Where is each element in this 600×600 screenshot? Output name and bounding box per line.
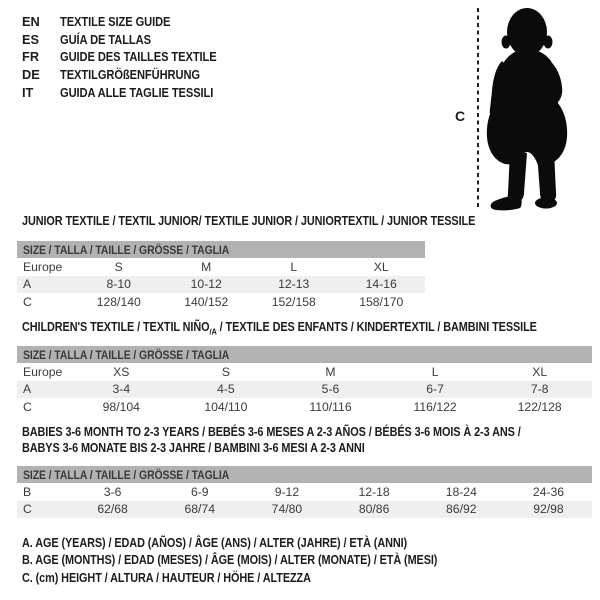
footnote-b: B. AGE (MONTHS) / EDAD (MESES) / ÂGE (MOIS) / ALTER (MONATE) / ETÀ (MESI) [22, 553, 438, 568]
height-dashed-line [477, 8, 479, 207]
table-cell: Europe [23, 259, 63, 274]
table-cell: 18-24 [445, 484, 477, 499]
language-label: GUIDA ALLE TAGLIE TESSILI [60, 84, 214, 100]
table-cell: 116/122 [413, 399, 457, 414]
table-cell: 140/152 [184, 294, 229, 309]
table-cell: 3-4 [112, 382, 131, 397]
language-code: ES [22, 31, 40, 47]
table-cell: 98/104 [102, 399, 140, 414]
table-row [17, 398, 592, 416]
table-row [17, 483, 592, 501]
language-row [22, 48, 240, 66]
table-cell: M [325, 364, 336, 379]
footnote-c: C. (cm) HEIGHT / ALTURA / HAUTEUR / HÖHE / ALTEZZA [22, 570, 311, 585]
table-cell: 10-12 [190, 277, 222, 292]
height-marker-label: C [455, 108, 466, 124]
table-cell: XL [373, 259, 389, 274]
table-cell: 14-16 [365, 277, 397, 292]
language-label: TEXTILGRÖßENFÜHRUNG [60, 67, 200, 83]
language-row [22, 66, 240, 84]
table-cell: S [221, 364, 230, 379]
table-cell: M [201, 259, 212, 274]
language-row [22, 31, 240, 49]
table-row [17, 258, 425, 276]
table-cell: B [23, 484, 32, 499]
language-code: DE [22, 67, 40, 83]
table-cell: XL [532, 364, 548, 379]
children-section-title: CHILDREN'S TEXTILE / TEXTIL $NIÑO_{/A}$ / TEXTILE DES ENFANTS / KINDERTEXTIL / BAMBINI TESSILE [22, 320, 537, 337]
language-label: TEXTILE SIZE GUIDE [60, 14, 171, 30]
table-cell: 4-5 [217, 382, 235, 397]
baby-silhouette-figure [486, 5, 578, 211]
table-cell: 12-13 [278, 277, 310, 292]
table-cell: S [114, 259, 123, 274]
table-cell: 92/98 [533, 502, 564, 517]
table-cell: L [431, 364, 439, 379]
table-cell: 110/116 [309, 399, 352, 414]
table-cell: 24-36 [532, 484, 565, 499]
table-cell: C [23, 399, 32, 414]
language-code: FR [22, 49, 40, 65]
table-row [17, 293, 425, 311]
table-cell: 62/68 [97, 502, 128, 517]
table-cell: 7-8 [530, 382, 549, 397]
table-cell: C [23, 502, 32, 517]
table-cell: A [23, 382, 32, 397]
language-label: GUIDE DES TAILLES TEXTILE [60, 49, 217, 65]
table-cell: 158/170 [359, 294, 404, 309]
junior-section-title: JUNIOR TEXTILE / TEXTIL JUNIOR/ TEXTILE JUNIOR / JUNIORTEXTIL / JUNIOR TESSILE [22, 214, 476, 228]
table-cell: 80/86 [358, 502, 390, 517]
table-cell: XS [113, 364, 130, 379]
language-row [22, 13, 240, 31]
table-cell: L [290, 259, 298, 274]
table-cell: 3-6 [103, 484, 122, 499]
table-cell: Europe [23, 364, 63, 379]
table-cell: 6-7 [426, 382, 444, 397]
table-cell: 128/140 [96, 294, 141, 309]
size-header-bar: SIZE / TALLA / TAILLE / GRÖSSE / TAGLIA [17, 241, 425, 258]
table-cell: 12-18 [358, 484, 390, 499]
table-row [17, 276, 425, 294]
table-cell: 68/74 [184, 502, 215, 517]
language-code: IT [22, 84, 34, 100]
table-cell: 122/128 [517, 399, 562, 414]
table-row [17, 363, 592, 381]
table-cell: A [23, 277, 32, 292]
children-size-table [17, 346, 592, 416]
table-cell: 8-10 [106, 277, 131, 292]
language-title-list [22, 13, 240, 101]
table-row [17, 501, 592, 519]
footnote-a: A. AGE (YEARS) / EDAD (AÑOS) / ÂGE (ANS) / ALTER (JAHRE) / ETÀ (ANNI) [22, 535, 408, 550]
language-label: GUÍA DE TALLAS [60, 31, 151, 47]
size-header-bar: SIZE / TALLA / TAILLE / GRÖSSE / TAGLIA [17, 466, 592, 483]
table-cell: 74/80 [271, 502, 303, 517]
table-cell: 6-9 [190, 484, 209, 499]
footnotes [22, 534, 499, 587]
babies-section-title-line1: BABIES 3-6 MONTH TO 2-3 YEARS / BEBÉS 3-6 MESES A 2-3 AÑOS / BÉBÉS 3-6 MOIS À 2-3 ANS / [22, 425, 521, 439]
table-row [17, 381, 592, 399]
table-cell: 152/158 [271, 294, 316, 309]
table-cell: 9-12 [274, 484, 300, 499]
babies-size-table [17, 466, 592, 518]
language-code: EN [22, 14, 40, 30]
babies-section-title-line2: BABYS 3-6 MONATE BIS 2-3 JAHRE / BAMBINI 3-6 MESI A 2-3 ANNI [22, 441, 365, 455]
table-cell: 104/110 [204, 399, 248, 414]
size-header-bar: SIZE / TALLA / TAILLE / GRÖSSE / TAGLIA [17, 346, 592, 363]
table-cell: 5-6 [321, 382, 340, 397]
language-row [22, 83, 240, 101]
junior-size-table [17, 241, 425, 311]
table-cell: 86/92 [446, 502, 477, 517]
table-cell: C [23, 294, 32, 309]
